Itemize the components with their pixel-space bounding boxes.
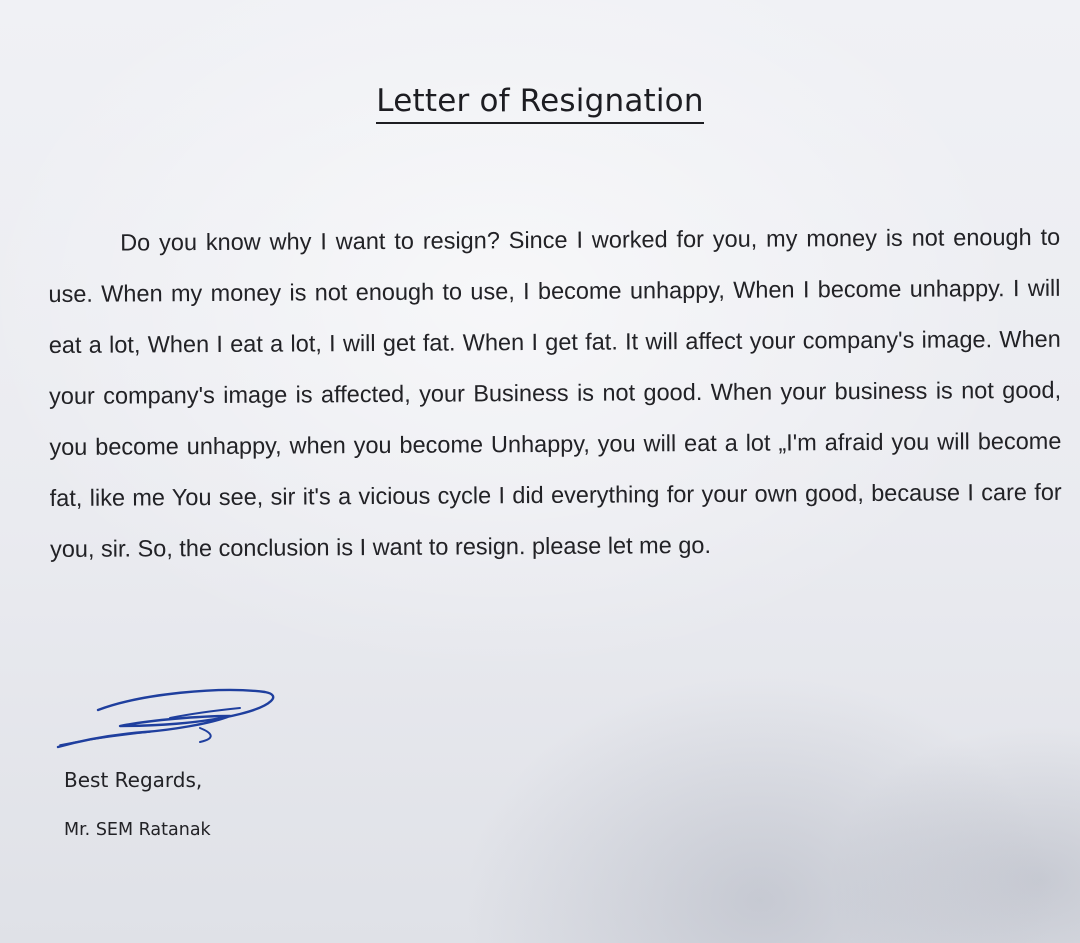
closing-salutation: Best Regards, <box>64 768 203 792</box>
signature-stroke-cross <box>170 708 240 742</box>
letter-title-wrapper <box>0 82 1080 124</box>
letter-title: Letter of Resignation <box>376 82 703 124</box>
letter-body: Do you know why I want to resign? Since I worked for you, my money is not enough to use. When my money is not enough to use, I become unhappy, When I become unhappy. I will eat a lot, When I eat a lot, I will get fat. When I get fat. It will affect your company's image. When your company's image is affected, your Business is not good. When your business is not good, you become unhappy, when you become Unhappy, you will eat a lot „I'm afraid you will become fat, like me You see, sir it's a vicious cycle I did everything for your own good, because I care for you, sir. So, the conclusion is I want to resign. please let me go. <box>48 223 1062 562</box>
signer-name: Mr. SEM Ratanak <box>64 820 211 840</box>
signature-stroke-tail <box>60 732 150 745</box>
handwritten-signature <box>50 680 290 760</box>
signature-stroke-main <box>58 690 273 747</box>
